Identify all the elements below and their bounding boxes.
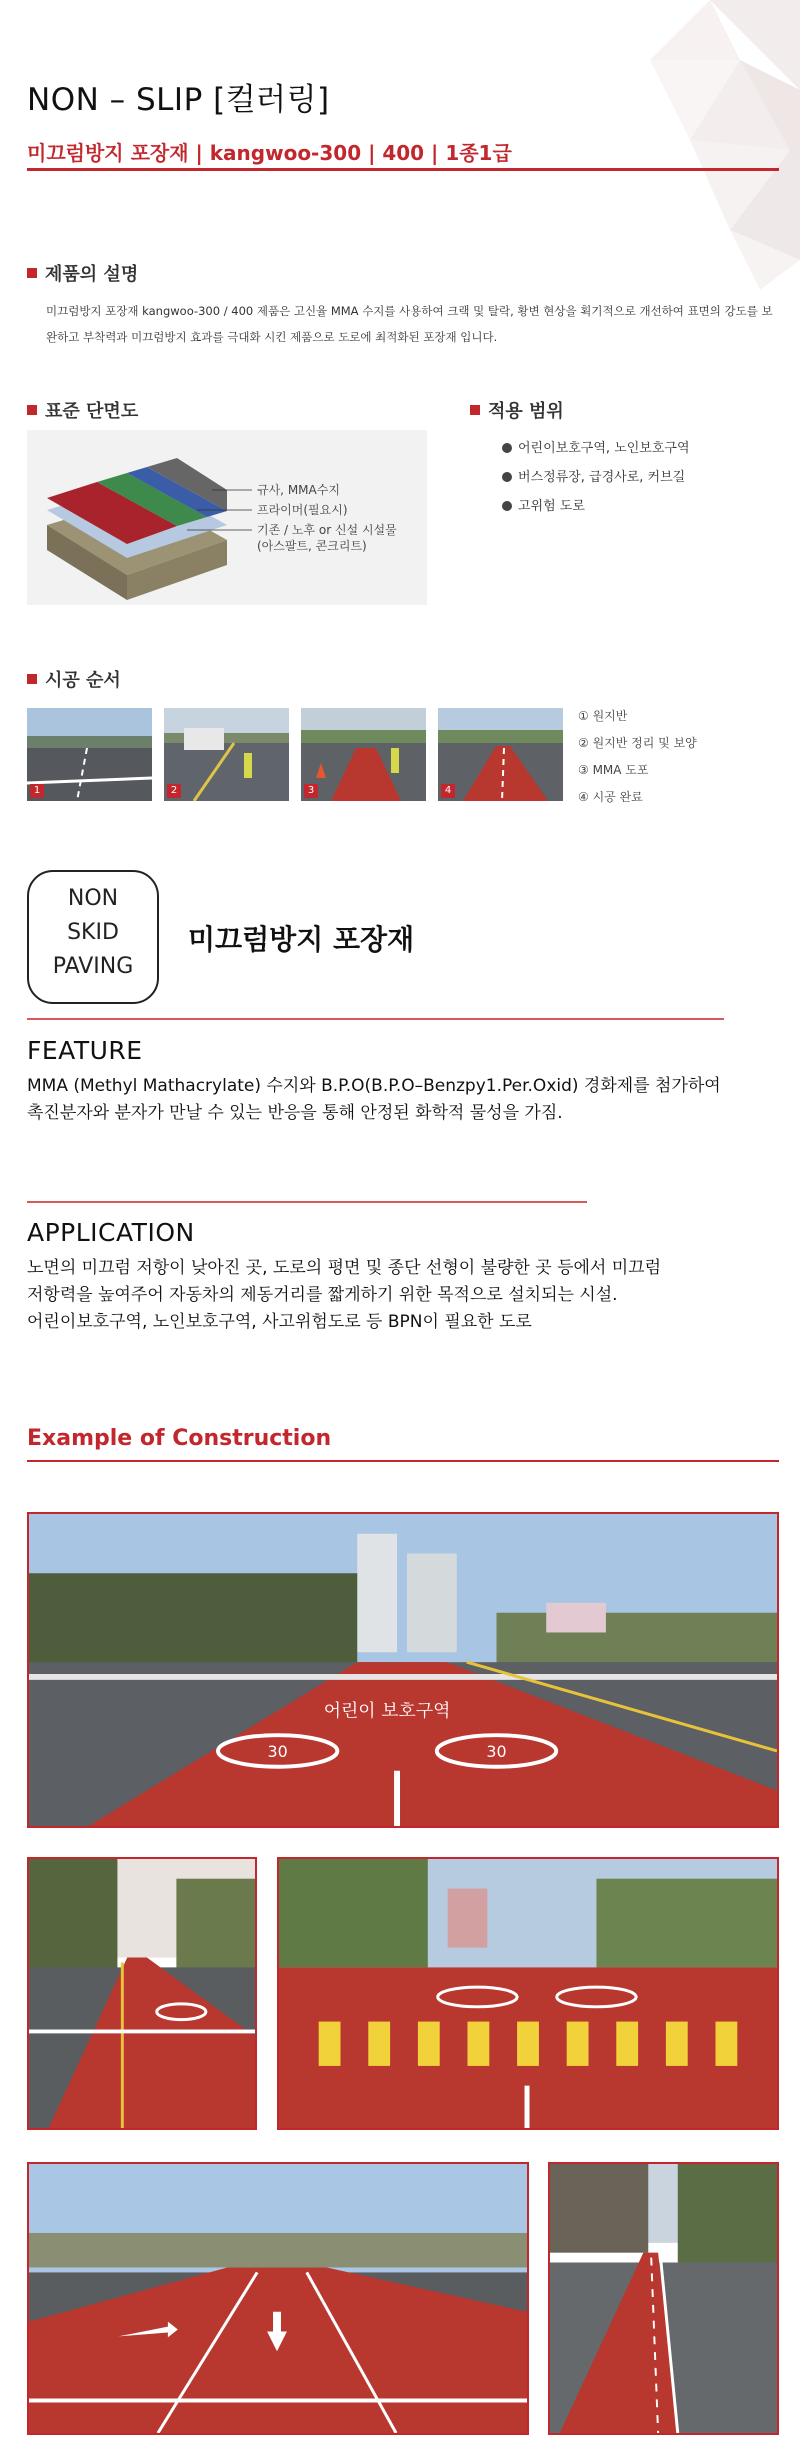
- application-heading: APPLICATION: [27, 1218, 195, 1247]
- page-subtitle: 미끄럼방지 포장재 | kangwoo-300 | 400 | 1종1급: [27, 141, 512, 165]
- list-item: 버스정류장, 급경사로, 커브길: [502, 466, 690, 485]
- bullet-square-icon: [27, 674, 37, 684]
- application-text: 노면의 미끄럼 저항이 낮아진 곳, 도로의 평면 및 종단 선형이 불량한 곳 등에서 미끄럼 저항력을 높여주어 자동차의 제동거리를 짧게하기 위한 목적으로 설치되는 시설. 어린이보호구역, 노인보호구역, 사고위험도로 등 BPN이 필요한 도로: [27, 1258, 662, 1332]
- section-heading-process: 시공 순서: [27, 666, 121, 692]
- example-photo-3: [277, 1857, 779, 2130]
- description-text: 미끄럼방지 포장재 kangwoo-300 / 400 제품은 고신율 MMA 수지를 사용하여 크랙 및 탈락, 황변 현상을 획기적으로 개선하여 표면의 강도를 보완하고 부착력과 미끄럼방지 효과를 극대화 시킨 제품으로 도로에 최적화된 포장재 입니다.: [46, 304, 773, 344]
- list-item: ③ MMA 도포: [578, 763, 649, 777]
- section-heading-cross-section: 표준 단면도: [27, 397, 138, 423]
- speed-mark-text: 30: [486, 1741, 507, 1761]
- section-heading-description: 제품의 설명: [27, 260, 138, 286]
- example-photo-2: [27, 1857, 257, 2130]
- list-item: 어린이보호구역, 노인보호구역: [502, 437, 690, 456]
- example-photo-4: [27, 2162, 529, 2435]
- road-marking-text: 어린이 보호구역: [323, 1700, 451, 1722]
- list-item: 고위험 도로: [502, 495, 690, 514]
- bullet-square-icon: [27, 405, 37, 415]
- section-heading-scope: 적용 범위: [470, 397, 564, 423]
- process-steps-list: [578, 707, 697, 815]
- list-item: ② 원지반 정리 및 보양: [578, 736, 697, 750]
- layer-diagram: [27, 430, 427, 605]
- scope-list: [502, 437, 690, 524]
- decorative-triangles: [510, 0, 800, 290]
- layer-label-base-sub: (아스팔트, 콘크리트): [257, 539, 367, 553]
- example-photo-5: [548, 2162, 779, 2435]
- process-photo-2: 2: [164, 708, 289, 801]
- examples-divider: [27, 1460, 779, 1462]
- process-photo-3: 3: [301, 708, 426, 801]
- list-item: ④ 시공 완료: [578, 790, 643, 804]
- process-photo-4: 4: [438, 708, 563, 801]
- speed-mark-text: 30: [267, 1741, 288, 1761]
- page-title: NON – SLIP [컬러링]: [27, 82, 330, 118]
- section-divider: [27, 1201, 587, 1203]
- cross-section-figure: [27, 430, 427, 605]
- section-divider: [27, 1018, 724, 1020]
- examples-heading: Example of Construction: [27, 1426, 332, 1451]
- layer-label-top: 규사, MMA수지: [257, 483, 340, 497]
- list-item: ① 원지반: [578, 709, 628, 723]
- non-skid-badge: NON SKID PAVING: [27, 870, 159, 1004]
- layer-label-primer: 프라이머(필요시): [257, 503, 348, 517]
- title-divider: [27, 168, 779, 171]
- example-photo-1: [27, 1512, 779, 1828]
- bullet-square-icon: [27, 268, 37, 278]
- layer-label-base: 기존 / 노후 or 신설 시설물: [257, 523, 397, 537]
- process-photo-1: 1: [27, 708, 152, 801]
- feature-text: MMA (Methyl Mathacrylate) 수지와 B.P.O(B.P.O–Benzpy1.Per.Oxid) 경화제를 첨가하여 촉진분자와 분자가 만날 수 있는 반응을 통해 안정된 화학적 물성을 가짐.: [27, 1076, 721, 1123]
- feature-heading: FEATURE: [27, 1036, 143, 1065]
- non-skid-title: 미끄럼방지 포장재: [188, 923, 415, 956]
- bullet-square-icon: [470, 405, 480, 415]
